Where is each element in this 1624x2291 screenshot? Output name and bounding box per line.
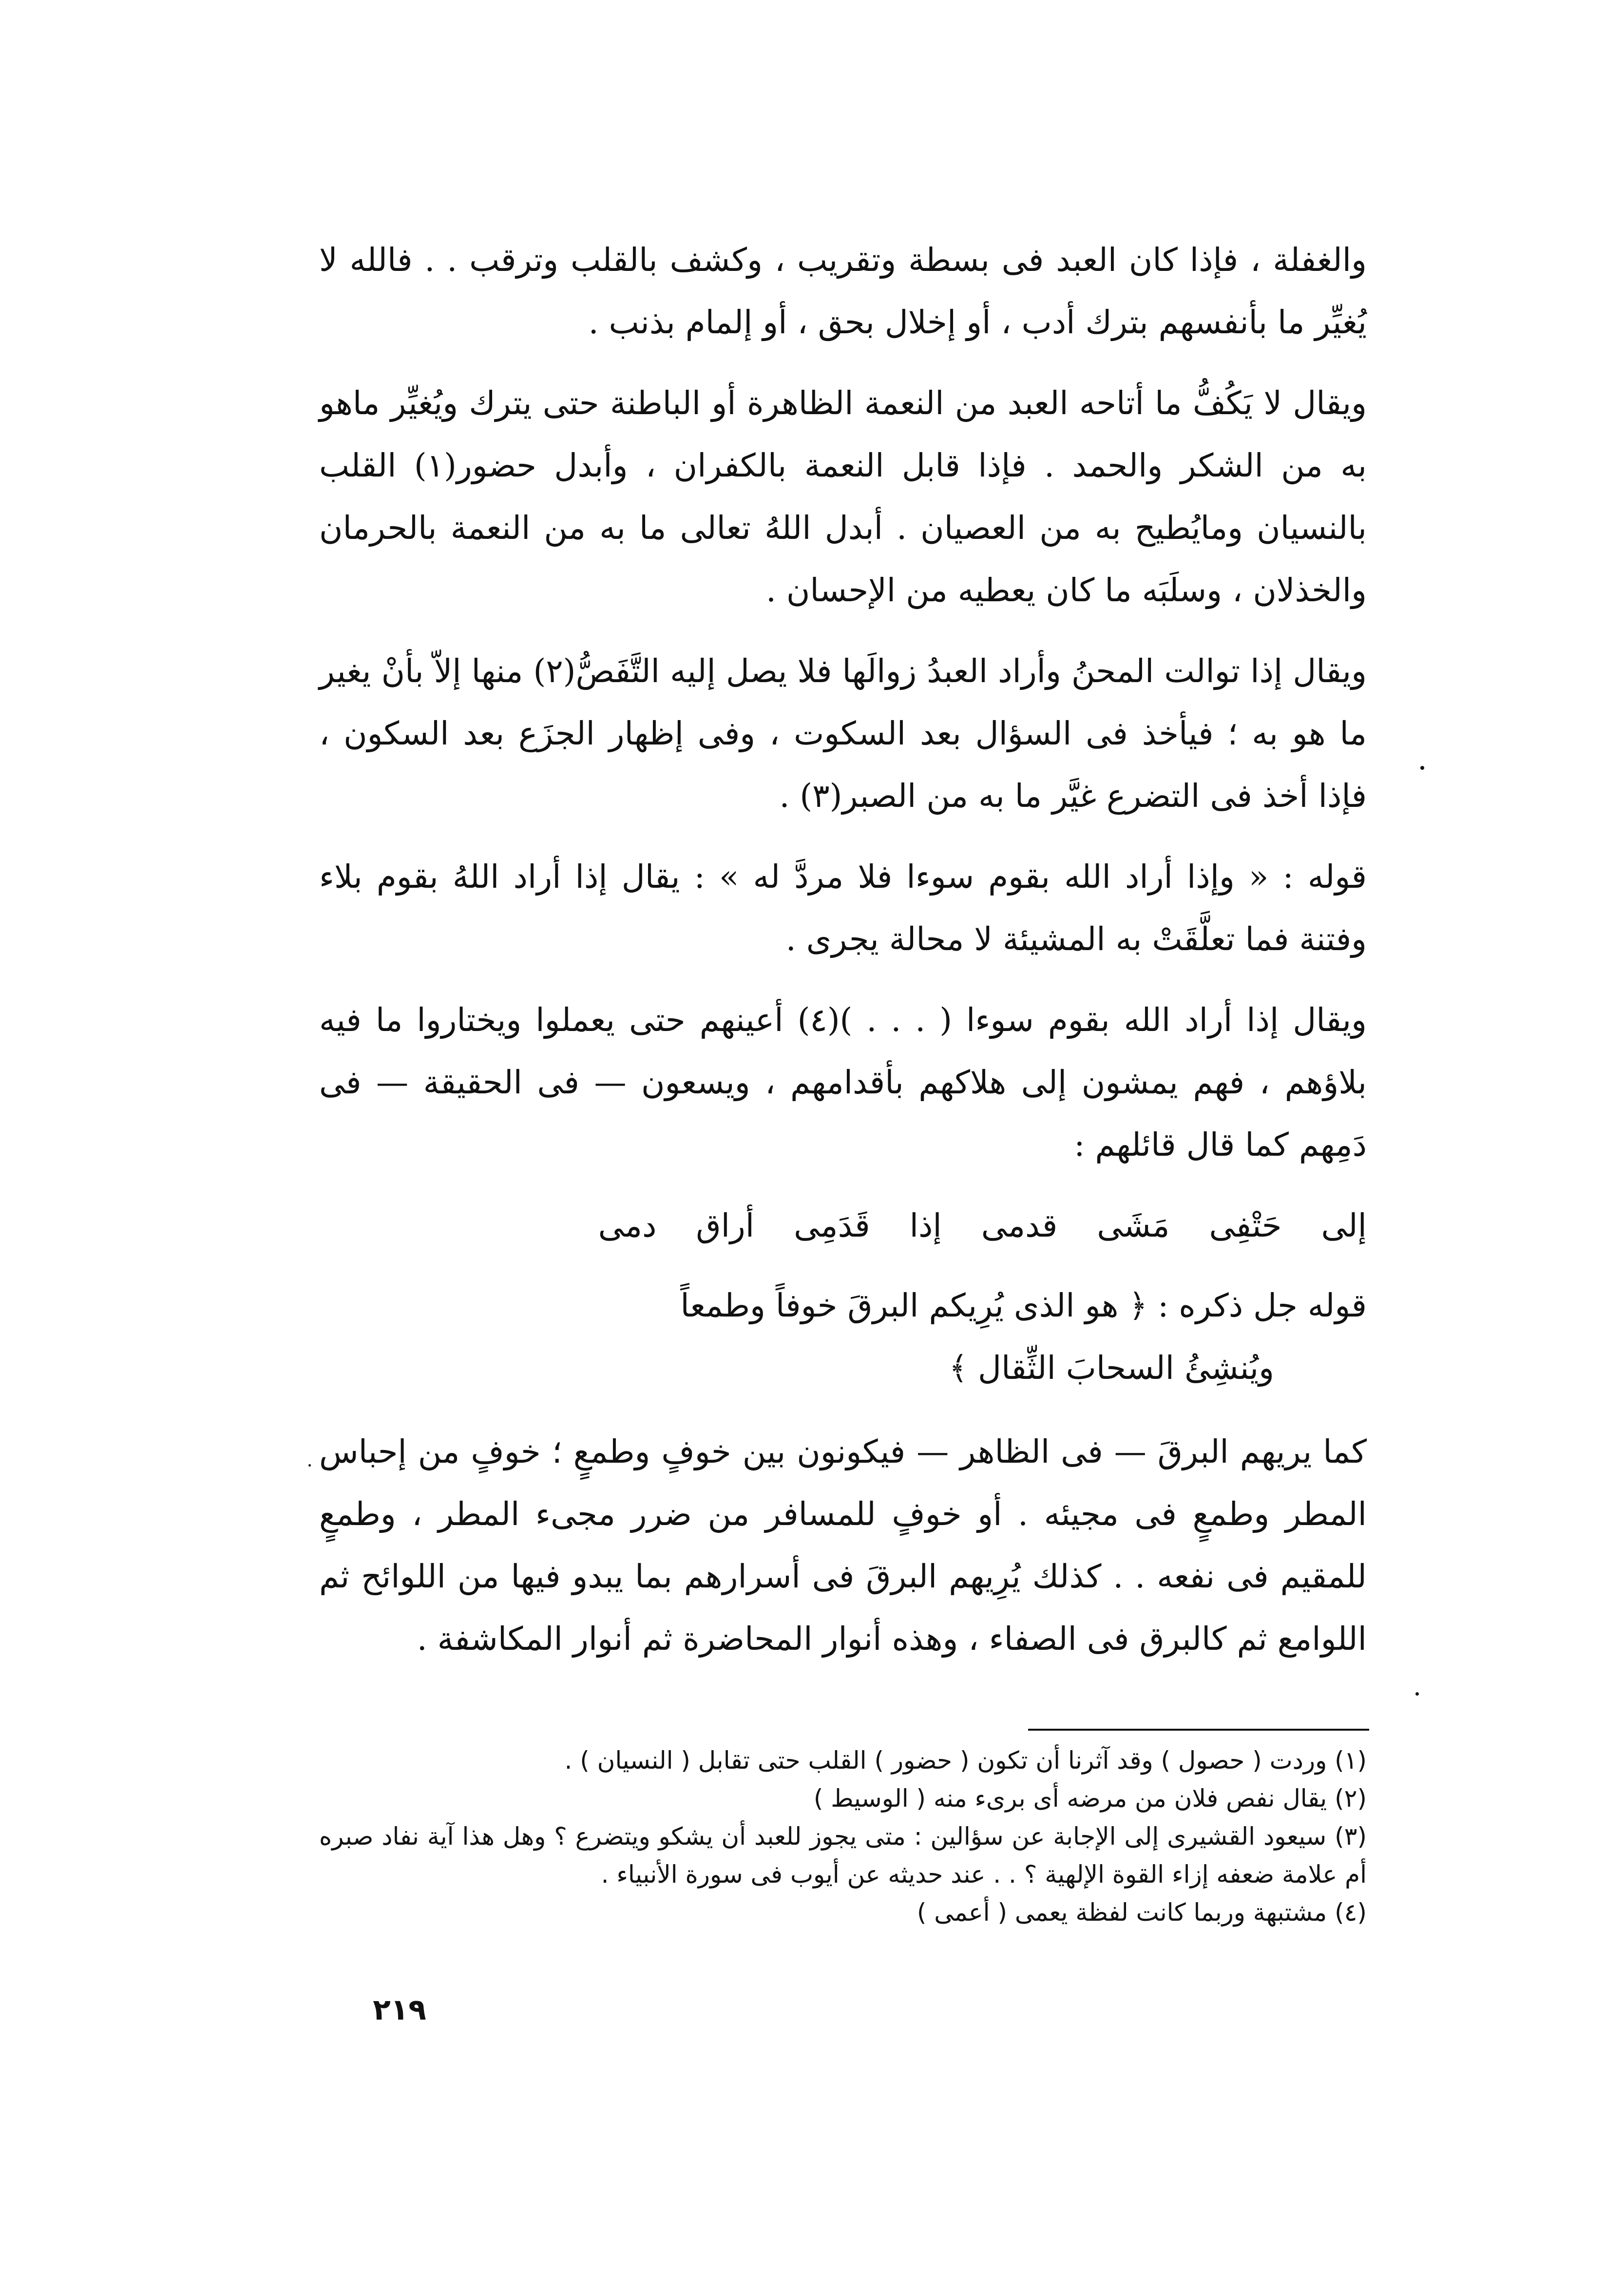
paragraph: ويقال إذا توالت المحنُ وأراد العبدُ زوالَها فلا يصل إليه التَّفَصُّ(٢) منها إلاّ بأنْ يغير ما هو به ؛ فيأخذ فى السؤال بعد السكوت ، وفى إظهار الجزَع بعد السكون ، فإذا أخذ فى التضرع غيَّر ما به من الصبر(٣) . — [319, 652, 1367, 815]
footnote: (٢) يقال نفص فلان من مرضه أى برىء منه ( الوسيط ) — [813, 1784, 1367, 1813]
poetry-verse: إلى حَتْفِى مَشَى قدمى إذا قَدَمِى أراق دمى — [598, 1207, 1367, 1244]
page-number: ٢١٩ — [373, 1993, 426, 2027]
scan-speck — [1420, 766, 1424, 770]
paragraph: والغفلة ، فإذا كان العبد فى بسطة وتقريب ، وكشف بالقلب وترقب . . فالله لا يُغيِّر ما بأنفسهم بترك أدب ، أو إخلال بحق ، أو إلمام بذنب . — [319, 241, 1367, 341]
paragraph: ويقال إذا أراد الله بقوم سوءا ( . . . )(٤) أعينهم حتى يعملوا ويختاروا ما فيه بلاؤهم ، فهم يمشون إلى هلاكهم بأقدامهم ، ويسعون — فى الحقيقة — فى دَمِهم كما قال قائلهم : — [319, 1001, 1367, 1164]
scan-speck — [308, 1464, 311, 1467]
quran-quote — [319, 1275, 1367, 1399]
footnote: (١) وردت ( حصول ) وقد آثرنا أن تكون ( حضور ) القلب حتى تقابل ( النسيان ) . — [564, 1746, 1367, 1775]
quote-line: قوله جل ذكره : ﴿ هو الذى يُرِيكم البرقَ خوفاً وطمعاً — [680, 1287, 1367, 1324]
paragraph: ويقال لا يَكُفُّ ما أتاحه العبد من النعمة الظاهرة أو الباطنة حتى يترك ويُغيِّر ماهو به من الشكر والحمد . فإذا قابل النعمة بالكفران ، وأبدل حضور(١) القلب بالنسيان ومايُطيح به من العصيان . أبدل اللهُ تعالى ما به من النعمة بالحرمان والخذلان ، وسلَبَه ما كان يعطيه من الإحسان . — [319, 384, 1367, 609]
footnote-divider — [1028, 1729, 1369, 1731]
main-text — [319, 229, 1367, 1689]
paragraph: قوله : « وإذا أراد الله بقوم سوءا فلا مردَّ له » : يقال إذا أراد اللهُ بقوم بلاء وفتنة فما تعلَّقَتْ به المشيئة لا محالة يجرى . — [319, 858, 1367, 958]
footnote: (٣) سيعود القشيرى إلى الإجابة عن سؤالين : متى يجوز للعبد أن يشكو ويتضرع ؟ وهل هذا آية نفاد صبره أم علامة ضعفه إزاء القوة الإلهية ؟ . . عند حديثه عن أيوب فى سورة الأنبياء . — [319, 1822, 1367, 1889]
footnote: (٤) مشتبهة وربما كانت لفظة يعمى ( أعمى ) — [917, 1898, 1367, 1927]
footnotes — [319, 1741, 1367, 1931]
paragraph: كما يريهم البرقَ — فى الظاهر — فيكونون بين خوفٍ وطمعٍ ؛ خوفٍ من إحباس المطر وطمعٍ فى مجيئه . أو خوفٍ للمسافر من ضرر مجىء المطر ، وطمعٍ للمقيم فى نفعه . . كذلك يُرِيهم البرقَ فى أسرارهم بما يبدو فيها من اللوائح ثم اللوامع ثم كالبرق فى الصفاء ، وهذه أنوار المحاضرة ثم أنوار المكاشفة . — [319, 1433, 1367, 1658]
scan-speck — [1415, 1692, 1419, 1696]
quote-line: ويُنشِئُ السحابَ الثِّقال ﴾ — [949, 1349, 1274, 1387]
